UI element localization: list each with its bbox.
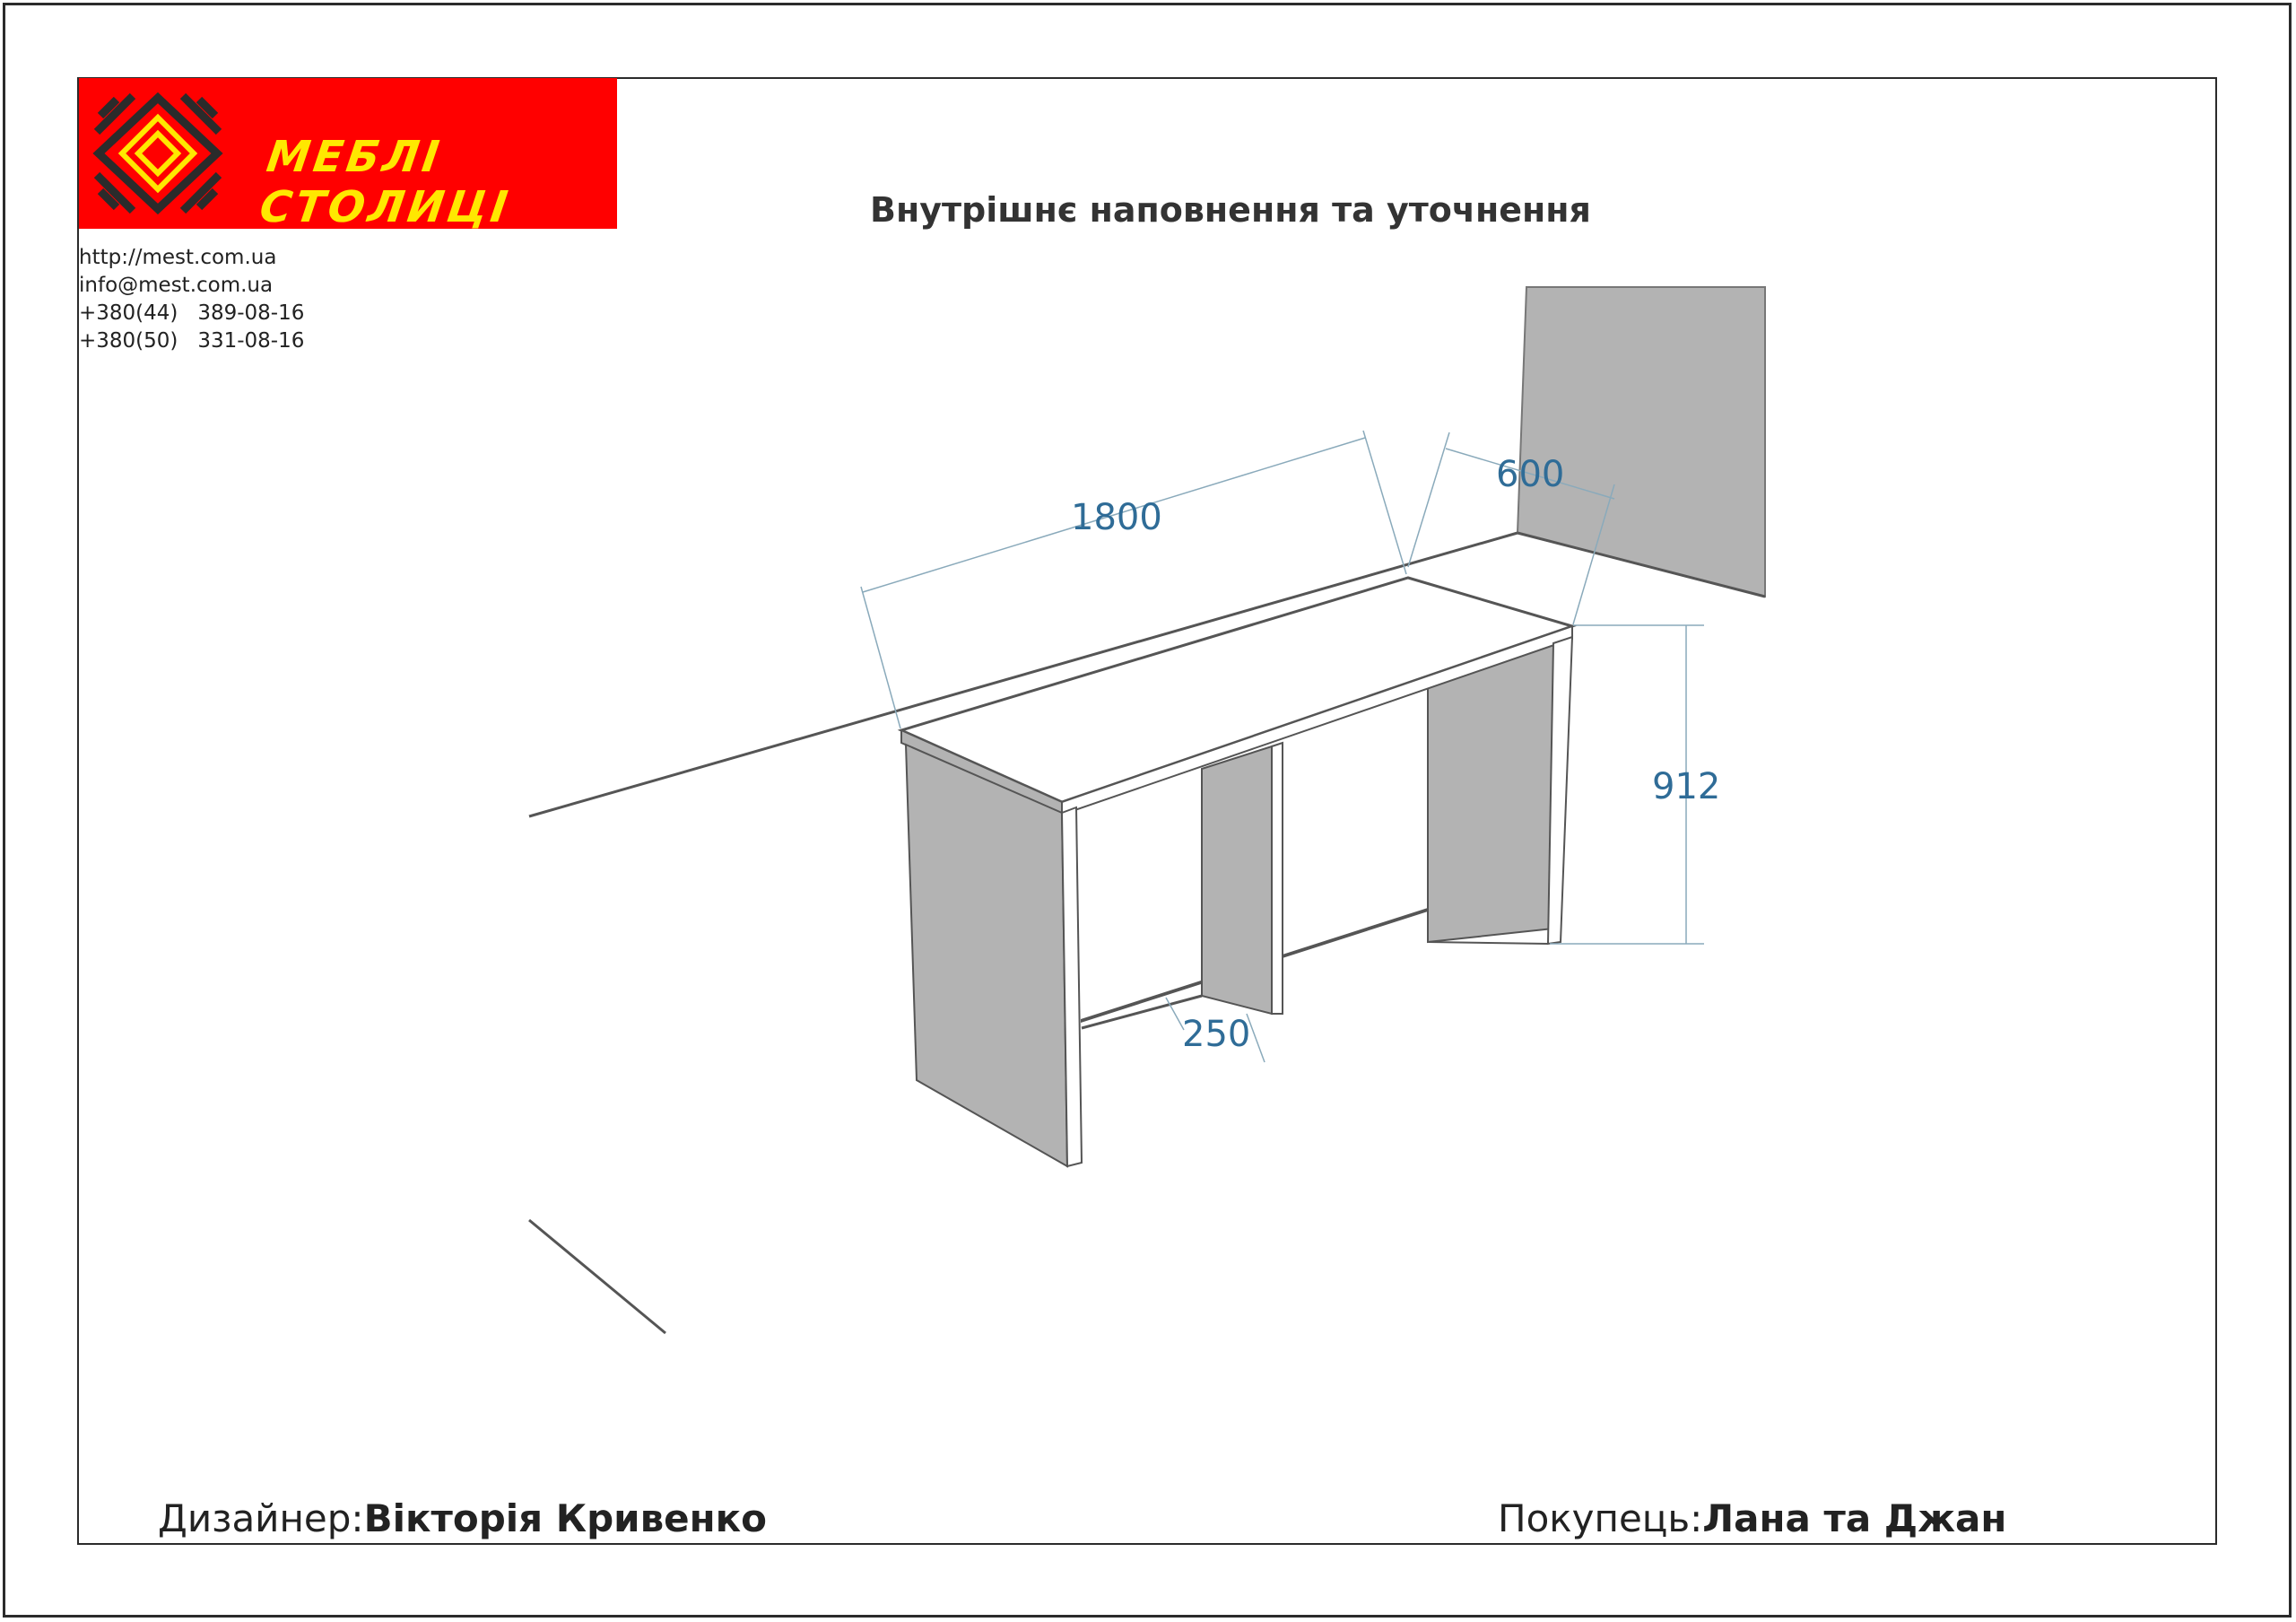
middle-support-panel (1202, 746, 1272, 1014)
customer-credit (1498, 1496, 2006, 1540)
designer-name: Вікторія Кривенко (363, 1496, 768, 1540)
email-link[interactable]: info@mest.com.ua (79, 274, 274, 297)
middle-support-edge (1272, 743, 1283, 1014)
website-link[interactable]: http://mest.com.ua (79, 246, 277, 269)
floor-edge-left (529, 1220, 665, 1333)
dimension-support-width: 250 (1182, 1014, 1251, 1055)
right-leg-panel (1428, 643, 1553, 942)
dimension-height: 912 (1652, 766, 1721, 807)
dimension-length: 1800 (1071, 497, 1162, 538)
designer-credit (158, 1496, 767, 1540)
page-title: Внутрішнє наповнення та уточнення (870, 190, 1591, 230)
phone-1: +380(44) 389-08-16 (79, 301, 305, 325)
brand-name: МЕБЛІ СТОЛИЦІ (257, 132, 515, 232)
designer-label: Дизайнер: (158, 1496, 364, 1540)
customer-name: Лана та Джан (1702, 1496, 2007, 1540)
side-wall (1518, 287, 1765, 597)
customer-label: Покупець: (1498, 1496, 1703, 1540)
dimension-depth: 600 (1496, 454, 1565, 495)
left-leg-panel (906, 745, 1067, 1166)
right-leg-bottom (1428, 942, 1548, 944)
phone-2: +380(50) 331-08-16 (79, 329, 305, 353)
